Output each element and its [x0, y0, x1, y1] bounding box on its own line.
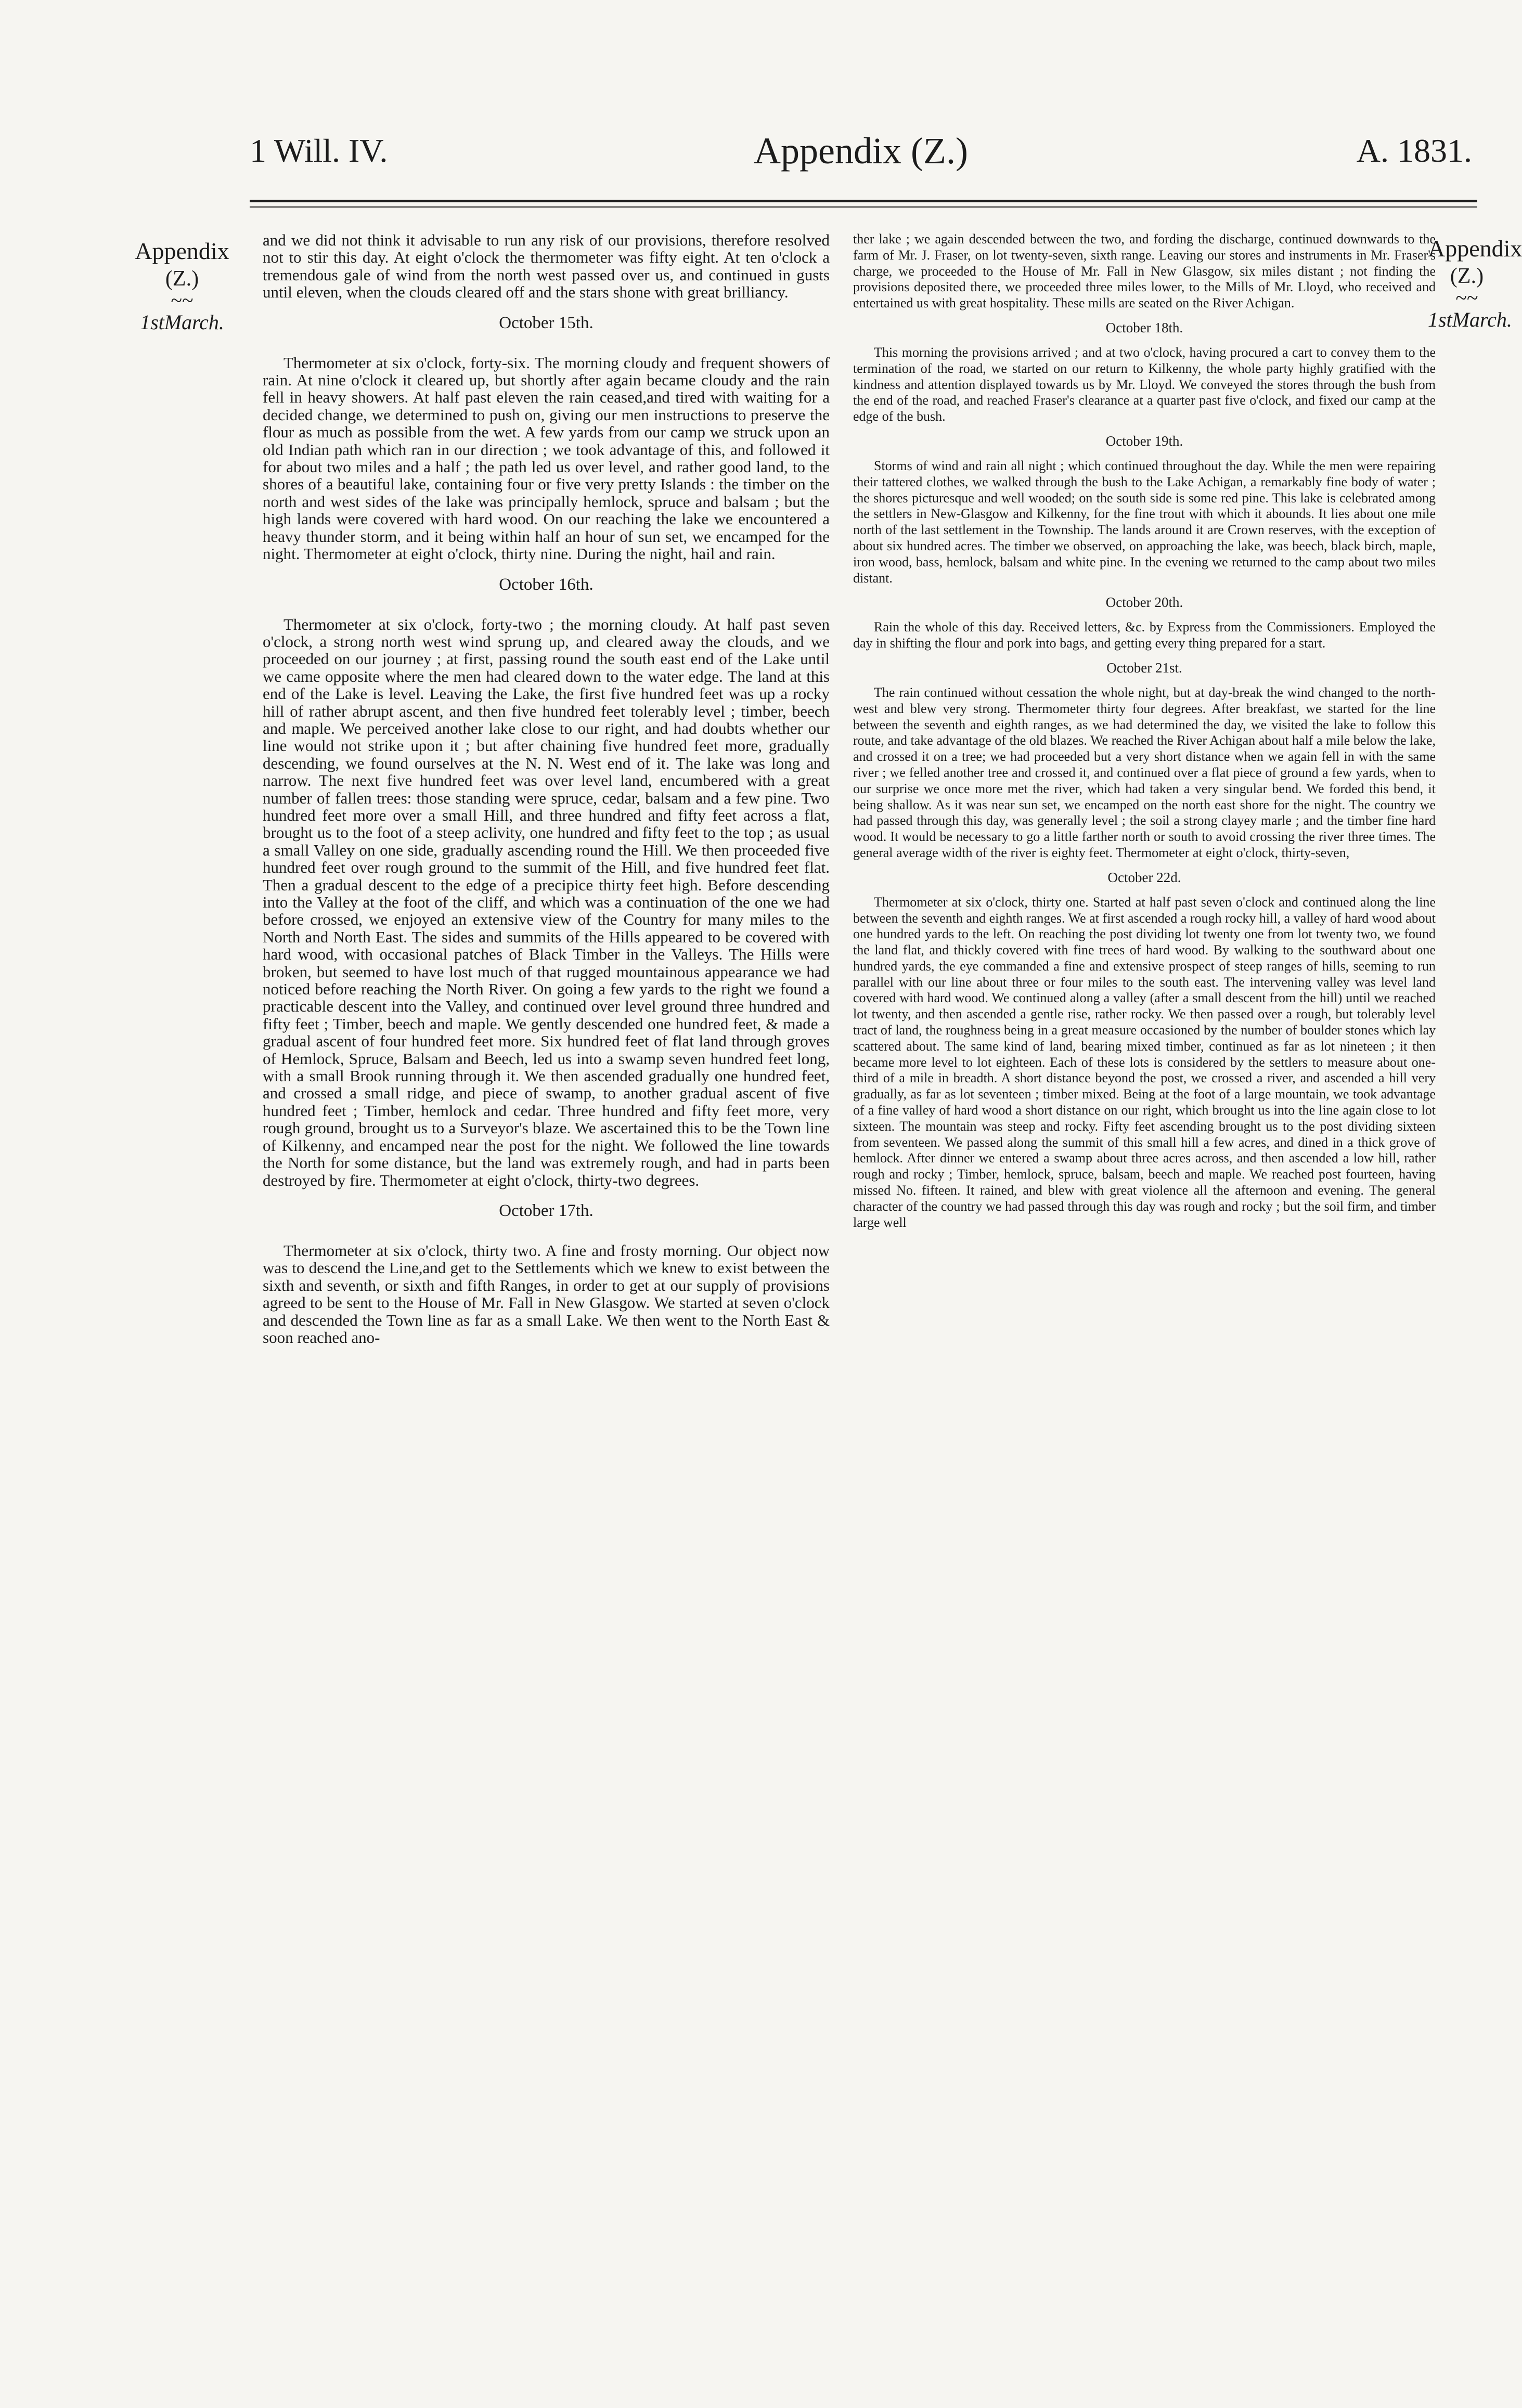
date-heading: October 17th.	[499, 1201, 594, 1220]
margin-note-date: 1stMarch.	[140, 310, 224, 334]
date-heading: October 19th.	[1105, 433, 1183, 449]
paragraph: Thermometer at six o'clock, thirty two. A fine and frosty morning. Our object now was to descend the Line,and get to the Settlements which we knew to exist between the sixth and seventh, or sixth and fifth Ranges, in order to get at our supply of provisions agreed to be sent to the House of Mr. Fall in New Glasgow. We started at seven o'clock and descended the Town line as far as a small Lake. We then went to the North East & soon reached ano-	[263, 1241, 830, 1347]
header-rule-thick	[250, 200, 1477, 202]
margin-note-left	[130, 237, 234, 335]
page-header	[250, 130, 1472, 177]
paragraph: Thermometer at six o'clock, forty-two ; the morning cloudy. At half past seven o'clock, a strong north west wind sprung up, and cleared away the clouds, and we proceeded on our journey ; at first, passing round the south east end of the Lake until we came opposite where the men had cleared down to the water edge. The land at this end of the Lake is level. Leaving the Lake, the first five hundred feet was up a rocky hill of rather abrupt ascent, and then five hundred feet tolerably level ; timber, beech and maple. We perceived another lake close to our right, and had doubts whether our line would not strike upon it ; but after chaining five hundred feet more, gradually descending, we found ourselves at the N. N. West end of it. The lake was long and narrow. The next five hundred feet was over level land, encumbered with a great number of fallen trees: those standing were spruce, cedar, balsam and a few pine. Two hundred feet more over a small Hill, and three hundred and fifty feet across a flat, brought us to the foot of a steep aclivity, one hundred and fifty feet to the top ; as usual a small Valley on one side, gradually ascending round the Hill. We then proceeded five hundred feet over rough ground to the summit of the Hill, and five hundred feet flat. Then a gradual descent to the edge of a precipice thirty feet high. Before descending into the Valley at the foot of the cliff, and which was a continuation of the one we had before crossed, we enjoyed an extensive view of the Country for many miles to the North and North East. The sides and summits of the Hills appeared to be covered with hard wood, with occasional patches of Black Timber in the Valleys. The Hills were broken, but seemed to have lost much of that rugged mountainous appearance we had noticed before reaching the North River. On going a few yards to the right we found a practicable descent into the Valley, and continued over level ground three hundred and fifty feet ; Timber, beech and maple. We gently descended one hundred feet, & made a gradual ascent of four hundred feet more. Six hundred feet of flat land through groves of Hemlock, Spruce, Balsam and Beech, led us into a swamp seven hundred feet long, with a small Brook running through it. We then ascended gradually one hundred feet, and crossed a small ridge, and piece of swamp, to another gradual ascent of five hundred feet ; Timber, hemlock and cedar. Three hundred and fifty feet more, very rough ground, brought us to a Surveyor's blaze. We ascertained this to be the Town line of Kilkenny, and encamped near the post for the night. We followed the line towards the North for some distance, but the land was extremely rough, and had in parts been destroyed by fire. Thermometer at eight o'clock, thirty-two degrees.	[263, 615, 830, 1189]
margin-note-right	[1428, 234, 1522, 333]
margin-note-date: 1stMarch.	[1428, 308, 1512, 331]
date-heading: October 18th.	[1105, 319, 1183, 335]
date-heading: October 15th.	[499, 313, 594, 332]
paragraph: and we did not think it advisable to run any risk of our provisions, therefore resolved not to stir this day. At eight o'clock the thermometer was fifty eight. At ten o'clock a tremendous gale of wind from the north west passed over us, and continued in gusts until eleven, when the clouds cleared off and the stars shone with great brilliancy.	[263, 231, 830, 302]
header-year: A. 1831.	[1356, 132, 1472, 169]
margin-note-title: Appendix	[1428, 235, 1522, 262]
margin-note-swash: ~~	[171, 289, 194, 312]
right-column	[853, 231, 1436, 1231]
date-heading: October 21st.	[1106, 659, 1182, 676]
paragraph: Thermometer at six o'clock, forty-six. The morning cloudy and frequent showers of rain. At nine o'clock it cleared up, but shortly after again became cloudy and the rain fell in heavy showers. At half past eleven the rain ceased,and tired with waiting for a decided change, we determined to push on, giving our men instructions to preserve the flour as much as possible from the wet. A few yards from our camp we struck upon an old Indian path which ran in our direction ; we took advantage of this, and followed it for about two miles and a half ; the path led us over level, and rather good land, to the shores of a beautiful lake, containing four or five very pretty Islands : the timber on the north and west sides of the lake was principally hemlock, spruce and balsam ; but the high lands were covered with hard wood. On our reaching the lake we encountered a heavy thunder storm, and it being within half an hour of sun set, we encamped for the night. Thermometer at eight o'clock, thirty nine. During the night, hail and rain.	[263, 353, 830, 563]
header-session: 1 Will. IV.	[250, 132, 388, 169]
paragraph: ther lake ; we again descended between the two, and fording the discharge, continued downwards to the farm of Mr. J. Fraser, on lot twenty-seven, sixth range. Leaving our stores and instruments in Mr. Fraser's charge, we proceeded to the House of Mr. Fall in New Glasgow, six miles distant ; not finding the provisions deposited there, we proceeded three miles lower, to the Mills of Mr. Lloyd, who received and entertained us with great hospitality. These mills are seated on the River Achigan.	[853, 231, 1436, 311]
paragraph: This morning the provisions arrived ; and at two o'clock, having procured a cart to convey them to the termination of the road, we started on our return to Kilkenny, the whole party highly gratified with the kindness and attention displayed towards us by Mr. Lloyd. We conveyed the stores through the bush from the end of the road, and reached Fraser's clearance at a quarter past five o'clock, and fixed our camp at the edge of the bush.	[853, 344, 1436, 424]
date-heading: October 20th.	[1105, 594, 1183, 611]
paragraph: The rain continued without cessation the whole night, but at day-break the wind changed to the north-west and blew very strong. Thermometer thirty four degrees. After breakfast, we started for the line between the seventh and eighth ranges, as we had determined the day, we visited the lake to follow this route, and take advantage of the old blazes. We reached the River Achigan about half a mile below the lake, and crossed it on a tree; we had proceeded but a very short distance when we again fell in with the same river ; we felled another tree and crossed it, and continued over a flat piece of ground a few yards, when to our surprise we once more met the river, which had taken a very singular bend. We forded this bend, it being shallow. As it was near sun set, we encamped on the north east shore for the night. The country we had passed through this day, was generally level ; the soil a strong clayey marle ; and the timber fine hard wood. It would be necessary to go a little farther north or south to avoid crossing the river three times. The general average width of the river is eighty feet. Thermometer at eight o'clock, thirty-seven,	[853, 684, 1436, 860]
date-heading: October 16th.	[499, 575, 594, 594]
margin-note-swash: ~~	[1455, 286, 1478, 309]
header-title: Appendix (Z.)	[754, 130, 968, 172]
margin-note-letter: (Z.)	[165, 267, 199, 291]
date-heading: October 22d.	[1107, 869, 1181, 885]
margin-note-title: Appendix	[135, 238, 229, 264]
margin-note-letter: (Z.)	[1450, 264, 1484, 288]
paragraph: Rain the whole of this day. Received letters, &c. by Express from the Commissioners. Employed the day in shifting the flour and pork into bags, and getting every thing prepared for a start.	[853, 619, 1436, 651]
left-column	[263, 231, 830, 1346]
header-rule-thin	[250, 206, 1477, 208]
paragraph: Thermometer at six o'clock, thirty one. Started at half past seven o'clock and continued along the line between the seventh and eighth ranges. We at first ascended a rough rocky hill, a valley of hard wood about one hundred yards to the left. On reaching the post dividing lot twenty one from lot twenty two, we found the land flat, and thickly covered with fine trees of hard wood. By walking to the southward about one hundred yards, the eye commanded a fine and extensive prospect of steep ranges of hills, seeming to run parallel with our line about three or four miles to the south east. The intervening valley was level land covered with hard wood. We continued along a valley (after a small descent from the hill) until we reached lot twenty, and then ascended a gentle rise, rather rocky. We then passed over a rough, but tolerably level tract of land, the roughness being in a great measure occasioned by the number of boulder stones which lay scattered about. The same kind of land, bearing mixed timber, continued as far as lot nineteen ; it then became more level to lot eighteen. Each of these lots is considered by the settlers to measure about one-third of a mile in breadth. A short distance beyond the post, we crossed a river, and ascended a hill very gradually, as far as lot seventeen ; timber mixed. Being at the foot of a large mountain, we took advantage of a fine valley of hard wood a short distance on our right, which brought us into the line again close to lot sixteen. The mountain was steep and rocky. Fifty feet ascending brought us to the post dividing sixteen from seventeen. We passed along the summit of this small hill a few acres, and dined in a thick grove of hemlock. After dinner we entered a swamp about three acres across, and then ascended a low hill, rather rough and rocky ; Timber, hemlock, spruce, balsam, beech and maple. We reached post fourteen, having missed No. fifteen. It rained, and blew with great violence all the afternoon and evening. The general character of the country we had passed through this day was rough and rocky ; but the soil firm, and timber large well	[853, 894, 1436, 1230]
paragraph: Storms of wind and rain all night ; which continued throughout the day. While the men were repairing their tattered clothes, we walked through the bush to the Lake Achigan, a remarkably fine body of water ; the shores picturesque and well wooded; on the south side is some red pine. This lake is celebrated among the settlers in New-Glasgow and Kilkenny, for the fine trout with which it abounds. It lies about one mile north of the last settlement in the Township. The lands around it are Crown reserves, with the exception of about six hundred acres. The timber we observed, on approaching the lake, was beech, black birch, maple, iron wood, bass, hemlock, balsam and white pine. In the evening we returned to the camp about two miles distant.	[853, 458, 1436, 586]
